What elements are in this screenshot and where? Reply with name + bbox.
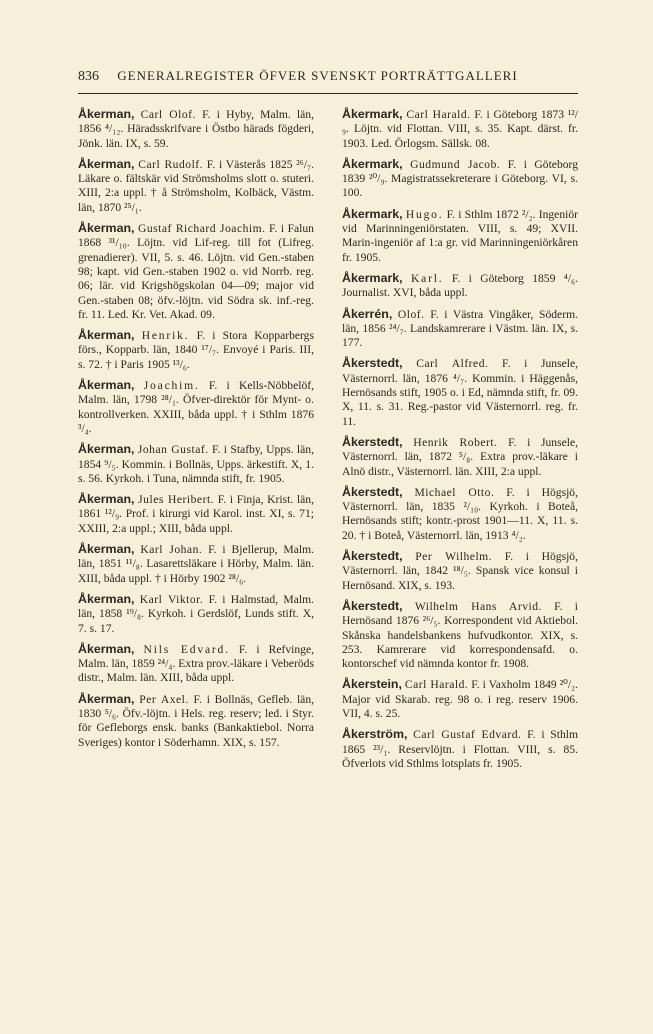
- entry-text: F. i Högsjö, Västernorrl. län, 1835 ²/₁₀. Kyrkoh. i Boteå, Hernösands stift; kontr.-prost 1901—11. X, 11. s. 20. † i Boteå, Västernorrl. län, 1913 ⁴/₂.: [342, 485, 578, 542]
- entry-surname: Åkerstedt,: [342, 598, 403, 613]
- register-entry: [78, 107, 314, 151]
- register-entry: [78, 328, 314, 372]
- entry-text: F. i Vaxholm 1849 ²⁰/₂. Major vid Skarab. reg. 98 o. i reg. reserv 1906. VII, 4. s. 25.: [342, 678, 578, 720]
- register-entry: [342, 549, 578, 593]
- entry-surname: Åkerman,: [78, 221, 135, 236]
- register-entry: [342, 207, 578, 265]
- entry-given-name: Michael Otto.: [414, 485, 495, 499]
- entry-given-name: Henrik Robert.: [413, 435, 498, 449]
- register-entry: [78, 542, 314, 586]
- entry-text: F. i Sthlm 1872 ²/₂. Ingeniör vid Marinningeniörstaten. VIII, s. 49; XVII. Marin-ingeniör af 1:a gr. vid Marinningeniörkåren fr. 1905.: [342, 207, 579, 264]
- entry-surname: Åkermark,: [342, 270, 403, 285]
- entry-surname: Åkerman,: [78, 641, 135, 656]
- right-column: [342, 107, 578, 777]
- entry-surname: Åkerman,: [78, 107, 135, 121]
- entry-given-name: Olof.: [397, 307, 425, 321]
- header-rule: [78, 93, 578, 94]
- register-entry: [342, 356, 578, 428]
- entry-given-name: Gudmund Jacob.: [410, 157, 501, 171]
- entry-text: F. i Västerås 1825 ²⁶/₇. Läkare o. fältskär vid Strömsholms slott o. stuteri. XIII, 2:a uppl. † å Strömsholm, Kolbäck, Västm. län, 1870 ²⁵/₁.: [78, 157, 314, 214]
- entry-surname: Åkerman,: [78, 542, 135, 557]
- register-entry: [78, 692, 314, 750]
- entry-given-name: Karl.: [411, 271, 444, 285]
- register-entry: [342, 435, 578, 479]
- entry-given-name: Nils Edvard.: [143, 642, 230, 656]
- entry-surname: Åkerman,: [78, 328, 135, 343]
- register-entry: [342, 599, 578, 671]
- entry-surname: Åkerstedt,: [342, 549, 403, 564]
- entry-given-name: Hugo.: [405, 207, 444, 221]
- entry-given-name: Gustaf Richard Joachim.: [137, 222, 266, 236]
- entry-surname: Åkerrén,: [342, 306, 393, 321]
- page-title: GENERALREGISTER ÖFVER SVENSKT PORTRÄTTGALLERI: [117, 68, 518, 83]
- entry-text: F. i Junsele, Västernorrl. län, 1876 ⁴/₇. Kommin. i Häggenås, Hernösands stift, 1905 o. i Ed, nämnda stift, fr. 09. X, 11. s. 31. Reg.-pastor vid Västernorrl. reg. fr. 11.: [342, 357, 578, 428]
- entry-text: F. i Bjellerup, Malm. län, 1851 ¹¹/₈. Lasarettsläkare i Hörby, Malm. län. XIII, båda uppl. † i Hörby 1902 ²⁸/₆.: [78, 543, 315, 585]
- entry-given-name: Carl Gustaf Edvard.: [413, 728, 522, 742]
- register-entry: [78, 221, 314, 322]
- entry-text: F. i Refvinge, Malm. län, 1859 ²⁴/₄. Extra prov.-läkare i Veberöds distr., Malm. län. XIII, båda uppl.: [78, 642, 314, 685]
- entry-text: F. i Bollnäs, Gefleb. län, 1830 ⁵/₆. Öfv.-löjtn. i Hels. reg. reserv; led. i Styr. för Gefleborgs ensk. banks (Bankaktiebol. Norra Sveriges) kontor i Söderhamn. XIX, s. 157.: [78, 692, 315, 749]
- register-entry: [78, 642, 314, 686]
- entry-text: F. i Göteborg 1859 ⁴/₆. Journalist. XVI, båda uppl.: [342, 271, 578, 300]
- entry-given-name: Carl Olof.: [140, 108, 196, 121]
- entry-surname: Åkerman,: [78, 378, 135, 393]
- entry-given-name: Per Axel.: [139, 692, 189, 706]
- page-header: [78, 68, 578, 85]
- entry-given-name: Jules Heribert.: [138, 493, 215, 507]
- register-entry: [78, 378, 314, 436]
- entry-surname: Åkerstedt,: [342, 484, 403, 499]
- entry-surname: Åkerström,: [342, 727, 408, 742]
- entry-text: F. i Göteborg 1873 ¹²/₉. Löjtn. vid Flottan. VIII, s. 35. Kapt. därst. fr. 1903. Led. Örlogsm. Sällsk. 08.: [342, 108, 579, 150]
- entry-surname: Åkerstein,: [342, 677, 402, 692]
- register-entry: [78, 592, 314, 636]
- entry-surname: Åkerstedt,: [342, 356, 403, 371]
- entry-given-name: Karl Viktor.: [139, 592, 204, 606]
- entry-given-name: Henrik.: [141, 329, 190, 343]
- entry-text: F. i Sthlm 1865 ²³/₁. Reservlöjtn. i Flottan. VIII, s. 85. Öfverlots vid Sthlms lotsplats fr. 1905.: [342, 728, 579, 770]
- register-entry: [78, 442, 314, 486]
- entry-text: F. i Högsjö, Västernorrl. län, 1842 ¹⁸/₅. Spansk vice konsul i Hernösand. XIX, s. 193.: [342, 550, 578, 592]
- entry-surname: Åkerman,: [78, 156, 135, 171]
- entry-text: F. i Hernösand 1876 ²⁶/₅. Korrespondent vid Aktiebol. Skånska handelsbankens hufvudkontor. XIX, s. 253. Kamrerare vid korrespondensafd. o. kontorschef vid nämnda kontor fr. 1908.: [342, 599, 578, 671]
- entry-text: F. i Halmstad, Malm. län, 1858 ¹⁹/₈. Kyrkoh. i Gerdslöf, Lunds stift. X, 7. s. 17.: [78, 592, 315, 635]
- entry-text: F. i Hyby, Malm. län, 1856 ⁴/₁₂. Häradsskrifvare i Östbo härads fögderi, Jönk. län. IX, s. 59.: [78, 108, 314, 150]
- entry-surname: Åkermark,: [342, 107, 403, 121]
- entry-text: F. i Junsele, Västernorrl. län, 1872 ⁵/₈. Extra prov.-läkare i Alnö distr., Västernorrl. län. XIII, 2:a uppl.: [342, 435, 579, 478]
- entry-given-name: Carl Harald.: [406, 108, 471, 121]
- entry-surname: Åkerman,: [78, 442, 135, 457]
- entry-text: F. i Finja, Krist. län, 1861 ¹²/₉. Prof. i kirurgi vid Karol. inst. XI, s. 71; XXIII, 2:a uppl.; XIII, båda uppl.: [78, 493, 314, 535]
- entry-given-name: Carl Rudolf.: [138, 157, 204, 171]
- register-entry: [342, 271, 578, 301]
- entry-given-name: Wilhelm Hans Arvid.: [414, 599, 542, 613]
- register-entry: [342, 307, 578, 351]
- entry-given-name: Karl Johan.: [140, 543, 203, 557]
- register-entry: [342, 727, 578, 771]
- entry-given-name: Johan Gustaf.: [137, 443, 209, 457]
- entry-surname: Åkerman,: [78, 591, 135, 606]
- register-entry: [78, 492, 314, 536]
- entry-surname: Åkermark,: [342, 156, 403, 171]
- left-column: [78, 107, 314, 756]
- entry-text: F. i Kells-Nöbbelöf, Malm. län, 1798 ²⁸/₁. Öfver-direktör för Mynt- o. kontrollverken. XXIII, båda uppl. † i Sthlm 1876 ³/₄.: [78, 379, 314, 435]
- entry-text: F. i Västra Vingåker, Söderm. län, 1856 ²⁴/₇. Landskamrerare i Västm. län. IX, s. 177.: [342, 307, 578, 350]
- entry-surname: Åkerstedt,: [342, 434, 403, 449]
- entry-surname: Åkerman,: [78, 691, 135, 706]
- entry-surname: Åkermark,: [342, 206, 403, 221]
- entry-given-name: Per Wilhelm.: [415, 550, 493, 564]
- entry-text: F. i Stora Kopparbergs förs., Kopparb. län, 1840 ¹⁷/₇. Envoyé i Paris. III, s. 72. † i Paris 1905 ¹³/₆.: [78, 329, 314, 371]
- entry-surname: Åkerman,: [78, 492, 135, 507]
- entry-given-name: Joachim.: [143, 379, 200, 393]
- register-entry: [342, 157, 578, 201]
- entry-text: F. i Göteborg 1839 ²⁰/₉. Magistratssekreterare i Göteborg. VI, s. 100.: [342, 157, 578, 200]
- register-entry: [342, 107, 578, 151]
- entry-text: F. i Stafby, Upps. län, 1854 ⁹/₅. Kommin. i Bollnäs, Upps. ärkestift. X, 1. s. 56. Kyrkoh. i Tuna, nämnda stift, fr. 1905.: [78, 443, 314, 485]
- page-number: 836: [78, 69, 99, 84]
- register-entry: [342, 677, 578, 721]
- entry-given-name: Carl Alfred.: [416, 357, 489, 371]
- register-entry: [78, 157, 314, 215]
- entry-text: F. i Falun 1868 ³¹/₁₀. Löjtn. vid Lif-reg. till fot (Lifreg. grenadierer). VII, 5. s. 46. Löjtn. vid Gen.-staben 98; kapt. vid Gen.-staben 1902 o. vid Norrb. reg. 06; lär. vid Krigshögskolan 04—09; major vid Gen.-staben 08; öfv.-löjtn. vid Södra sk. inf.-reg. fr. 11. Led. Kr. Vet. Akad. 09.: [78, 222, 314, 321]
- entry-given-name: Carl Harald.: [404, 678, 469, 692]
- register-entry: [342, 485, 578, 543]
